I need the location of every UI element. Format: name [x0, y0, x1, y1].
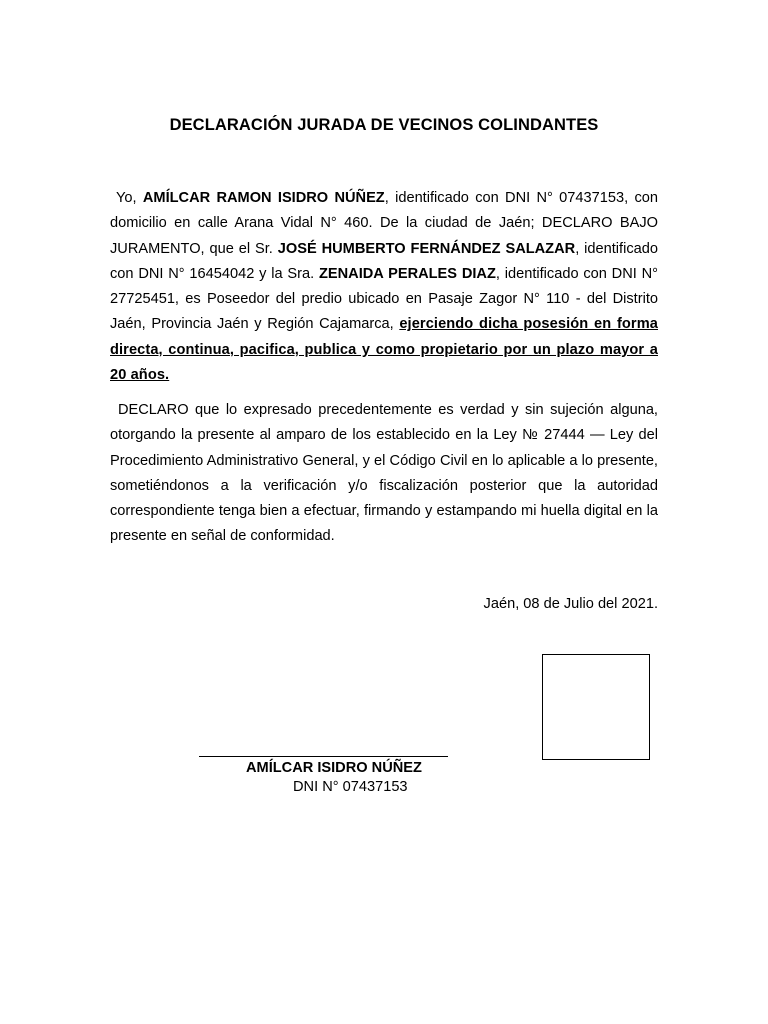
text-segment: Yo, [116, 190, 143, 206]
document-title: DECLARACIÓN JURADA DE VECINOS COLINDANTES [169, 116, 599, 134]
legal-basis-paragraph [110, 398, 658, 550]
neighbor-name-1: JOSÉ HUMBERTO FERNÁNDEZ SALAZAR [277, 240, 576, 257]
text-segment: , identificado con DNI N° 07437153, con domicilio en calle Arana Vidal N° 460. De la ciudad de Jaén; DECLARO BAJO JURAMENTO, que el Sr. [110, 190, 658, 257]
text-segment: , identificado con DNI N° 27725451, es Poseedor del predio ubicado en Pasaje Zagor N° 110 - del Distrito Jaén, Provincia Jaén y Región Cajamarca, [110, 265, 658, 333]
place-date: Jaén, 08 de Julio del 2021. [483, 596, 658, 612]
legal-basis-text: DECLARO que lo expresado precedentemente es verdad y sin sujeción alguna, otorgando la presente al amparo de los establecido en la Ley № 27444 — Ley del Procedimiento Administrativo General, y el Código Civil en lo aplicable a lo presente, sometiéndonos a la verificación y/o fiscalización posterior que la autoridad correspondiente tenga bien a efectuar, firmando y estampando mi huella digital en la presente en señal de conformidad. [110, 402, 658, 545]
possession-statement: ejerciendo dicha posesión en forma directa, continua, pacifica, publica y como propietario por un plazo mayor a 20 años. [110, 316, 659, 384]
signer-name: AMÍLCAR ISIDRO NÚÑEZ [246, 760, 422, 776]
declaration-paragraph [110, 186, 658, 388]
declarant-name: AMÍLCAR RAMON ISIDRO NÚÑEZ [142, 190, 385, 206]
signature-line [199, 756, 448, 757]
text-segment: , identificado con DNI N° 16454042 y la Sra. [110, 240, 658, 282]
fingerprint-box [542, 654, 650, 760]
neighbor-name-2: ZENAIDA PERALES DIAZ [318, 265, 496, 282]
signer-dni: DNI N° 07437153 [293, 779, 408, 795]
